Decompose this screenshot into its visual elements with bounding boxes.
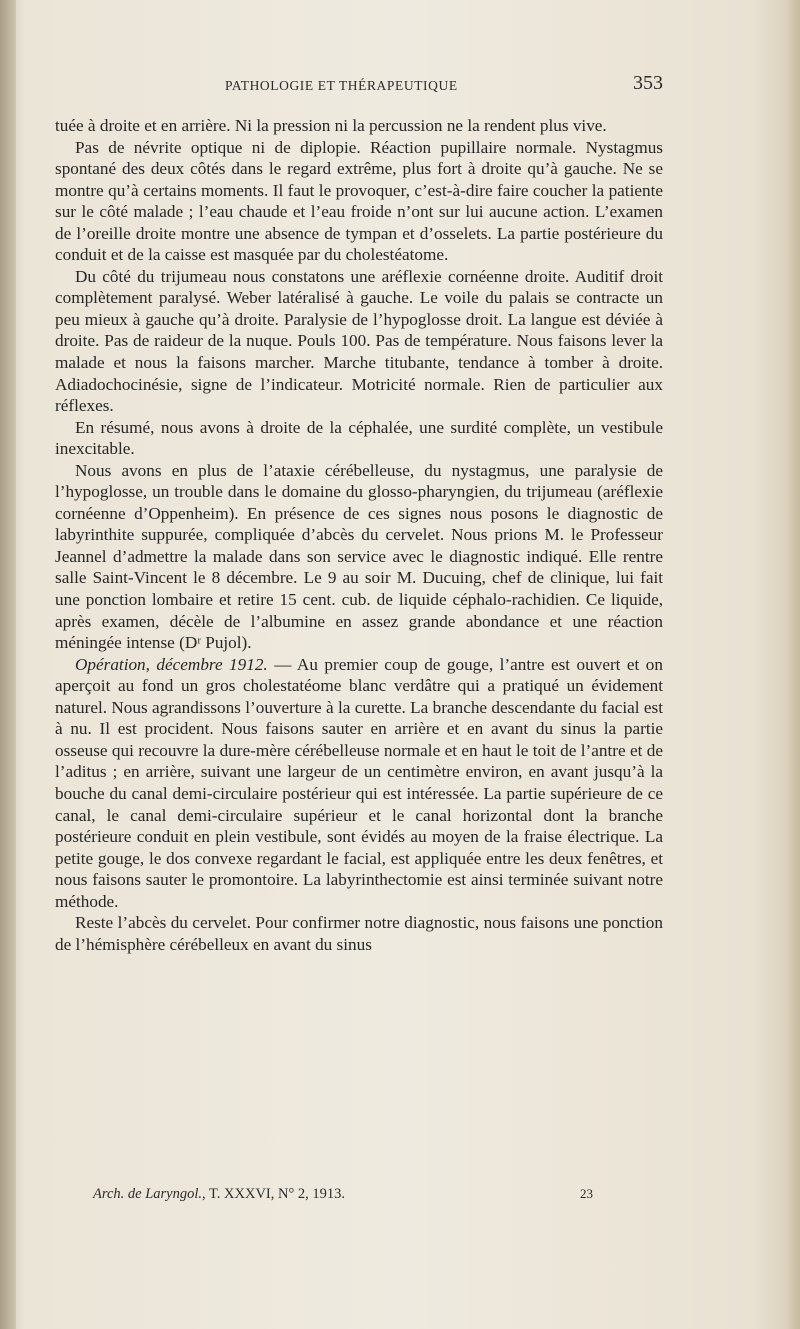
- page-footer: [55, 1186, 663, 1208]
- operation-label: Opération, décembre 1912.: [75, 654, 268, 674]
- paragraph: Pas de névrite optique ni de diplopie. Réaction pupillaire normale. Nystagmus spontané des deux côtés dans le regard extrême, plus fort à droite qu’à gauche. Ne se montre qu’à certains moments. Il faut le provoquer, c’est-à-dire faire coucher la patiente sur le côté malade ; l’eau chaude et l’eau froide n’ont sur lui aucune action. L’examen de l’oreille droite montre une absence de tympan et d’osselets. La partie postérieure du conduit et de la caisse est masquée par du cholestéatome.: [55, 137, 663, 265]
- running-head-title: PATHOLOGIE ET THÉRAPEUTIQUE: [225, 78, 458, 93]
- page-edge-shadow: [786, 0, 800, 1329]
- journal-title: Arch. de Laryngol.: [93, 1186, 203, 1202]
- operation-paragraph: [55, 654, 663, 913]
- body-text: [55, 115, 663, 955]
- journal-citation: [93, 1186, 345, 1203]
- signature-mark: 23: [580, 1186, 593, 1201]
- page-number: 353: [633, 72, 663, 94]
- page-gutter-shadow: [0, 0, 16, 1329]
- paragraph: tuée à droite et en arrière. Ni la pression ni la percussion ne la rendent plus vive.: [55, 116, 607, 135]
- paragraph: Nous avons en plus de l’ataxie cérébelleuse, du nystagmus, une paralysie de l’hypoglosse, un trouble dans le domaine du glosso-pharyngien, du trijumeau (aréflexie cornéenne d’Oppenheim). En présence de ces signes nous posons le diagnostic de labyrinthite suppurée, compliquée d’abcès du cervelet. Nous prions M. le Professeur Jeannel d’admettre la malade dans son service avec le diagnostic indiqué. Elle rentre salle Saint-Vincent le 8 décembre. Le 9 au soir M. Ducuing, chef de clinique, lui fait une ponction lombaire et retire 15 cent. cub. de liquide céphalo-rachidien. Ce liquide, après examen, décèle de l’albumine en assez grande abondance et une réaction méningée intense (Dʳ Pujol).: [55, 460, 663, 653]
- journal-volume: , T. XXXVI, N° 2, 1913.: [202, 1186, 346, 1202]
- paragraph: Du côté du trijumeau nous constatons une aréflexie cornéenne droite. Auditif droit complètement paralysé. Weber latéralisé à gauche. Le voile du palais se contracte un peu mieux à gauche qu’à droite. Paralysie de l’hypoglosse droit. La langue est déviée à droite. Pas de raideur de la nuque. Pouls 100. Pas de température. Nous faisons lever la malade et nous la faisons marcher. Marche titubante, tendance à tomber à droite. Adiadochocinésie, signe de l’indicateur. Motricité normale. Rien de particulier aux réflexes.: [55, 266, 663, 416]
- paragraph: En résumé, nous avons à droite de la céphalée, une surdité complète, un vestibule inexcitable.: [55, 417, 663, 459]
- operation-text: — Au premier coup de gouge, l’antre est ouvert et on aperçoit au fond un gros cholestatéome blanc verdâtre qui a pratiqué un évidement naturel. Nous agrandissons l’ouverture à la curette. La branche descendante du facial est à nu. Il est procident. Nous faisons sauter en arrière et en avant du sinus la partie osseuse qui recouvre la dure-mère cérébelleuse normale et en haut le toit de l’antre et de l’aditus ; en arrière, suivant une largeur de un centimètre environ, en avant jusqu’à la bouche du canal demi-circulaire postérieur qui est intéressée. La partie supérieure de ce canal, le canal demi-circulaire supérieur et le canal horizontal dont la branche postérieure conduit en plein vestibule, sont évidés au moyen de la fraise électrique. La petite gouge, le dos convexe regardant le facial, est appliquée entre les deux fenêtres, et nous faisons sauter le promontoire. La labyrinthectomie est ainsi terminée suivant notre méthode.: [55, 654, 663, 911]
- running-head: [55, 72, 663, 100]
- paragraph: Reste l’abcès du cervelet. Pour confirmer notre diagnostic, nous faisons une ponction de l’hémisphère cérébelleux en avant du sinus: [55, 913, 663, 954]
